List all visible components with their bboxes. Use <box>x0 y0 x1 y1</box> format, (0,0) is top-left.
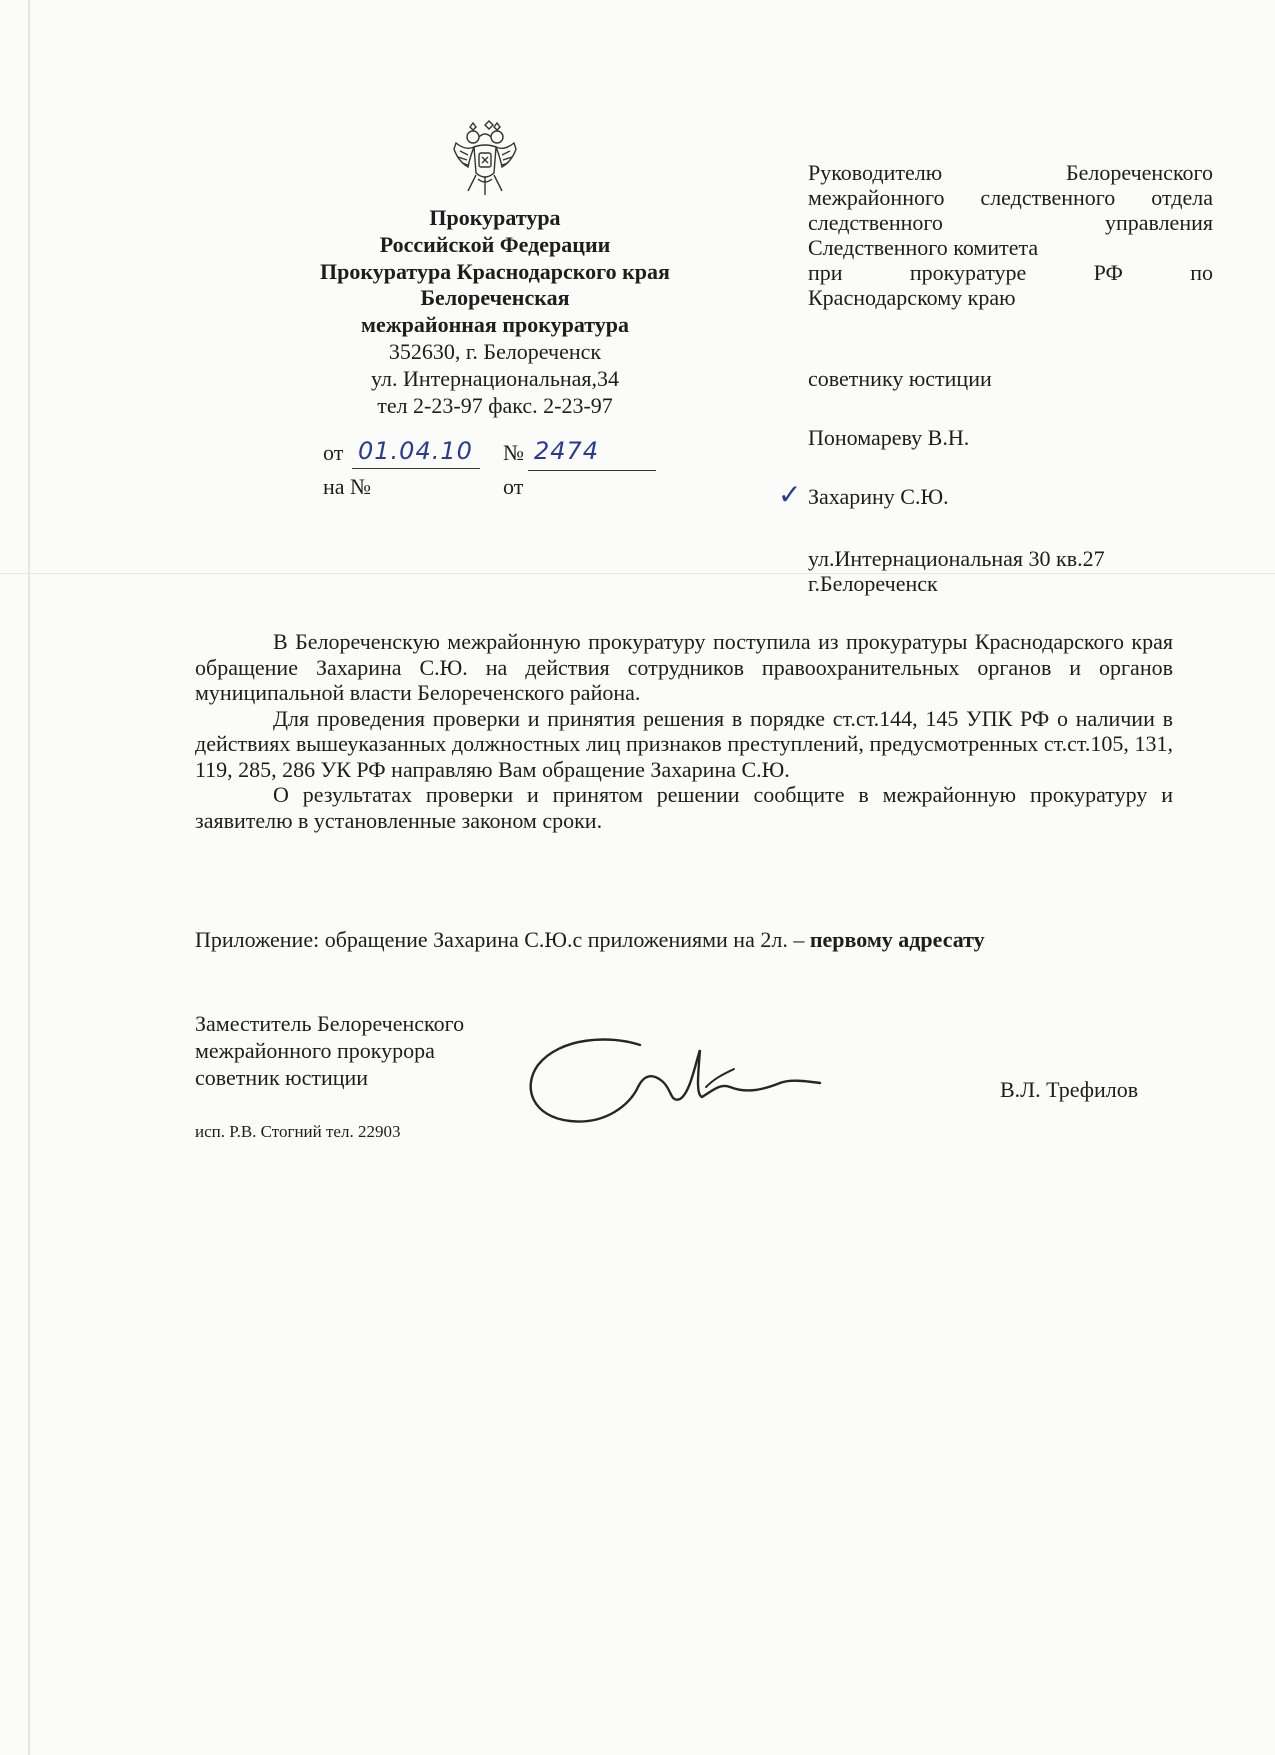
recipient-title-line: при прокуратуре РФ по <box>808 260 1213 285</box>
recipient-1-title <box>808 160 1213 310</box>
double-headed-eagle-emblem-icon <box>446 117 524 203</box>
recipient-address-line: г.Белореченск <box>808 571 938 596</box>
recipient-address-line: ул.Интернациональная 30 кв.27 <box>808 546 1105 571</box>
body-paragraph: О результатах проверки и принятом решении сообщите в межрайонную прокуратуру и заявителю в установленные законом сроки. <box>195 782 1173 833</box>
executor-line: исп. Р.В. Стогний тел. 22903 <box>195 1122 401 1141</box>
org-line: межрайонная прокуратура <box>360 312 630 338</box>
org-address-line: ул. Интернациональная,34 <box>370 365 620 391</box>
org-address-line: тел 2-23-97 факс. 2-23-97 <box>377 392 613 418</box>
org-address-line: 352630, г. Белореченск <box>388 338 602 364</box>
handwritten-check-icon: ✓ <box>778 480 802 511</box>
recipient-2-name: Захарину С.Ю. <box>808 484 949 509</box>
letter-body <box>195 629 1173 833</box>
recipient-1-name: Пономареву В.Н. <box>808 425 970 450</box>
body-paragraph: Для проведения проверки и принятия решения в порядке ст.ст.144, 145 УПК РФ о наличии в действиях вышеуказанных должностных лиц признаков преступлений, предусмотренных ст.ст.105, 131, 119, 285, 286 УК РФ направляю Вам обращение Захарина С.Ю. <box>195 705 1173 782</box>
appendix-line <box>195 927 985 953</box>
reply-from-label: от <box>503 474 524 499</box>
organization-header <box>260 205 730 419</box>
number-label: № <box>503 440 524 465</box>
recipient-2-address <box>808 546 1213 596</box>
org-line: Прокуратура Краснодарского края <box>320 258 670 284</box>
scan-edge <box>28 0 30 1755</box>
org-line: Российской Федерации <box>379 231 611 257</box>
body-paragraph: В Белореченскую межрайонную прокуратуру поступила из прокуратуры Краснодарского края обращение Захарина С.Ю. на действия сотрудников правоохранительных органов и органов муниципальной власти Белореченского района. <box>195 629 1173 705</box>
recipient-title-line: Следственного комитета <box>808 235 1039 260</box>
date-label: от <box>323 440 344 465</box>
recipient-rank: советнику юстиции <box>808 366 992 391</box>
appendix-text: Приложение: обращение Захарина С.Ю.с приложениями на 2л. – <box>195 927 805 952</box>
signer-position-line: советник юстиции <box>195 1065 369 1090</box>
recipient-title-line: Краснодарскому краю <box>808 285 1016 310</box>
appendix-recipient: первому адресату <box>809 927 985 952</box>
reply-to-label: на № <box>323 474 372 499</box>
handwritten-date: 01.04.10 <box>358 437 473 465</box>
signer-position <box>195 1010 464 1091</box>
recipient-title-line: межрайонного следственного отдела <box>808 185 1213 210</box>
date-underline <box>352 468 480 469</box>
signer-name: В.Л. Трефилов <box>1000 1077 1139 1102</box>
number-underline <box>528 470 656 471</box>
signer-position-line: межрайонного прокурора <box>195 1038 435 1063</box>
signer-position-line: Заместитель Белореченского <box>195 1011 465 1036</box>
org-line: Белореченская <box>420 285 570 311</box>
recipient-title-line: Руководителю Белореченского <box>808 160 1213 185</box>
handwritten-signature <box>520 1025 850 1135</box>
org-line: Прокуратура <box>429 205 561 230</box>
recipient-title-line: следственного управления <box>808 210 1213 235</box>
handwritten-number: 2474 <box>534 437 600 465</box>
